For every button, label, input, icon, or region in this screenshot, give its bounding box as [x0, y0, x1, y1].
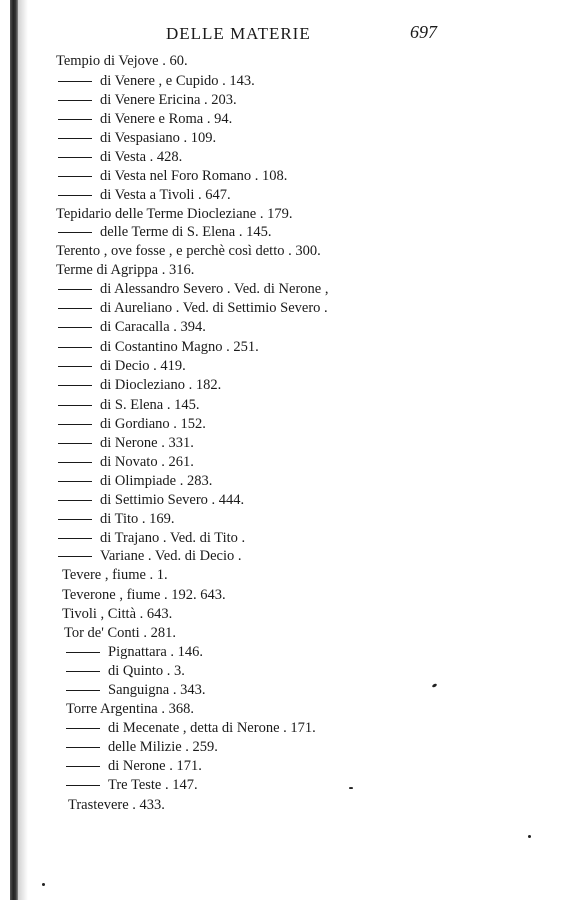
entry-text: di Decio . 419.: [100, 358, 186, 374]
ditto-dash: [58, 481, 92, 482]
entry-text: di Alessandro Severo . Ved. di Nerone ,: [100, 281, 329, 297]
ditto-dash: [58, 500, 92, 501]
entry-text: di Tito . 169.: [100, 511, 175, 527]
index-subentry: [58, 72, 255, 90]
index-subentry: [58, 338, 259, 356]
ditto-dash: [66, 785, 100, 786]
index-subentry: [58, 110, 232, 128]
entry-text: Tivoli , Città . 643.: [62, 606, 173, 622]
entry-text: Tempio di Vejove . 60.: [56, 53, 188, 69]
index-subentry: [66, 643, 203, 661]
running-title: DELLE MATERIE: [166, 24, 311, 43]
book-binding: [10, 0, 18, 900]
index-entry: [64, 624, 176, 642]
entry-text: delle Milizie . 259.: [108, 739, 218, 755]
entry-text: di Mecenate , detta di Nerone . 171.: [108, 720, 316, 736]
index-entry: [68, 796, 165, 814]
index-entry: [56, 52, 188, 70]
index-subentry: [66, 662, 185, 680]
page-number: 697: [410, 22, 437, 42]
entry-text: di Costantino Magno . 251.: [100, 339, 259, 355]
ditto-dash: [58, 556, 92, 557]
ditto-dash: [58, 519, 92, 520]
ditto-dash: [58, 443, 92, 444]
entry-text: di Vesta a Tivoli . 647.: [100, 187, 231, 203]
ditto-dash: [66, 766, 100, 767]
index-entry: [62, 586, 226, 604]
index-subentry: [58, 434, 194, 452]
index-subentry: [66, 719, 316, 737]
page-header: [0, 22, 561, 46]
ditto-dash: [58, 232, 92, 233]
entry-text: di Quinto . 3.: [108, 663, 185, 679]
entry-text: di Aureliano . Ved. di Settimio Severo .: [100, 300, 328, 316]
entry-text: Tevere , fiume . 1.: [62, 567, 168, 583]
entry-text: di Olimpiade . 283.: [100, 473, 213, 489]
entry-text: di Novato . 261.: [100, 454, 194, 470]
index-entry: [62, 566, 168, 584]
entry-text: Tor de' Conti . 281.: [64, 625, 176, 641]
entry-text: di Venere e Roma . 94.: [100, 111, 233, 127]
entry-text: di Vesta . 428.: [100, 149, 183, 165]
entry-text: di Vesta nel Foro Romano . 108.: [100, 168, 288, 184]
ditto-dash: [58, 176, 92, 177]
index-entry: [56, 242, 321, 260]
entry-text: delle Terme di S. Elena . 145.: [100, 224, 272, 240]
entry-text: di Venere , e Cupido . 143.: [100, 73, 255, 89]
index-subentry: [58, 318, 206, 336]
index-subentry: [58, 280, 328, 298]
entry-text: Variane . Ved. di Decio .: [100, 548, 242, 564]
entry-text: di S. Elena . 145.: [100, 397, 200, 413]
index-subentry: [58, 129, 216, 147]
index-subentry: [58, 396, 199, 414]
index-subentry: [58, 376, 221, 394]
index-entry: [62, 605, 172, 623]
ditto-dash: [58, 462, 92, 463]
index-subentry: [58, 415, 206, 433]
entry-text: di Diocleziano . 182.: [100, 377, 222, 393]
ditto-dash: [58, 308, 92, 309]
entry-text: di Caracalla . 394.: [100, 319, 206, 335]
entry-text: di Nerone . 331.: [100, 435, 194, 451]
entry-text: Terento , ove fosse , e perchè così detto . 300.: [56, 243, 321, 259]
entry-text: di Settimio Severo . 444.: [100, 492, 245, 508]
ditto-dash: [58, 385, 92, 386]
ditto-dash: [58, 347, 92, 348]
ditto-dash: [66, 690, 100, 691]
entry-text: Tre Teste . 147.: [108, 777, 198, 793]
index-subentry: [66, 757, 202, 775]
ditto-dash: [58, 157, 92, 158]
entry-text: Torre Argentina . 368.: [66, 701, 194, 717]
ditto-dash: [58, 405, 92, 406]
entry-text: Trastevere . 433.: [68, 797, 165, 813]
entry-text: Tepidario delle Terme Diocleziane . 179.: [56, 206, 293, 222]
ditto-dash: [58, 366, 92, 367]
ditto-dash: [58, 119, 92, 120]
index-subentry: [58, 491, 244, 509]
entry-text: Terme di Agrippa . 316.: [56, 262, 195, 278]
index-subentry: [58, 529, 245, 547]
ditto-dash: [66, 728, 100, 729]
index-subentry: [58, 510, 175, 528]
ditto-dash: [58, 538, 92, 539]
entry-text: Pignattara . 146.: [108, 644, 204, 660]
ditto-dash: [58, 100, 92, 101]
index-subentry: [58, 223, 271, 241]
index-subentry: [58, 167, 287, 185]
index-subentry: [66, 738, 218, 756]
entry-text: di Vespasiano . 109.: [100, 130, 217, 146]
binding-shadow: [18, 0, 28, 900]
index-entry: [66, 700, 194, 718]
index-subentry: [66, 681, 205, 699]
index-subentry: [58, 186, 231, 204]
index-entry: [56, 261, 194, 279]
index-subentry: [58, 547, 241, 565]
ditto-dash: [66, 747, 100, 748]
ditto-dash: [58, 138, 92, 139]
entry-text: di Trajano . Ved. di Tito .: [100, 530, 246, 546]
entry-text: di Nerone . 171.: [108, 758, 202, 774]
ditto-dash: [58, 289, 92, 290]
index-subentry: [58, 453, 194, 471]
entry-text: di Gordiano . 152.: [100, 416, 206, 432]
index-subentry: [58, 148, 182, 166]
index-subentry: [66, 776, 198, 794]
ditto-dash: [58, 195, 92, 196]
index-subentry: [58, 472, 212, 490]
index-subentry: [58, 91, 237, 109]
ditto-dash: [58, 327, 92, 328]
ditto-dash: [58, 81, 92, 82]
ditto-dash: [66, 652, 100, 653]
index-entry: [56, 205, 292, 223]
entry-text: Sanguigna . 343.: [108, 682, 206, 698]
index-subentry: [58, 299, 328, 317]
entry-text: di Venere Ericina . 203.: [100, 92, 237, 108]
ditto-dash: [66, 671, 100, 672]
ditto-dash: [58, 424, 92, 425]
index-subentry: [58, 357, 186, 375]
entry-text: Teverone , fiume . 192. 643.: [62, 587, 226, 603]
